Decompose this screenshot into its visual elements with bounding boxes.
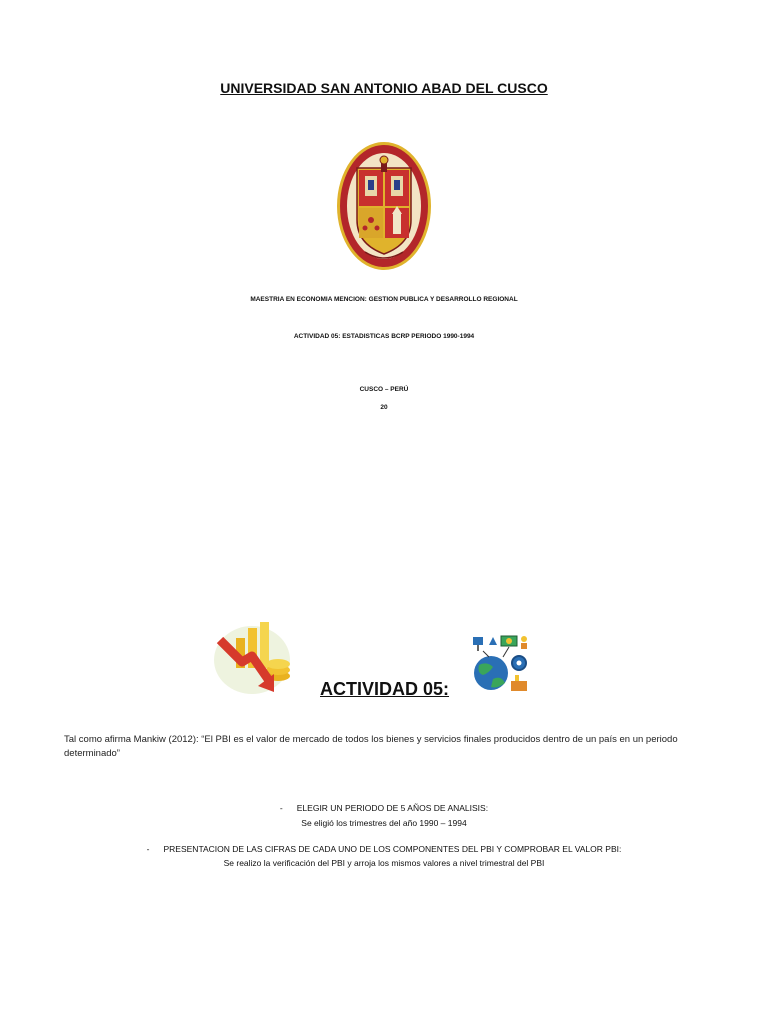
activity-heading: ACTIVIDAD 05: — [320, 679, 450, 699]
item-detail: Se eligió los trimestres del año 1990 – 1994 — [301, 818, 467, 828]
activity-subtitle: ACTIVIDAD 05: ESTADISTICAS BCRP PERIODO 1990-1994 — [293, 333, 475, 340]
declining-chart-coins-icon — [208, 618, 300, 696]
globe-economy-icon — [443, 633, 560, 696]
item-title: PRESENTACION DE LAS CIFRAS DE CADA UNO DE LOS COMPONENTES DEL PBI Y COMPROBAR EL VALOR PBI: — [163, 844, 622, 854]
mankiw-quote: Tal como afirma Mankiw (2012): “El PBI es el valor de mercado de todos los bienes y servicios finales producidos dentro de un país en un periodo determinado” — [64, 734, 678, 759]
bullet-dash: - — [146, 844, 150, 854]
list-item-period — [0, 803, 768, 813]
university-seal-icon — [335, 140, 433, 272]
program-name: MAESTRIA EN ECONOMIA MENCION: GESTION PUBLICA Y DESARROLLO REGIONAL — [250, 296, 518, 303]
bullet-dash: - — [279, 803, 283, 813]
city-country: CUSCO – PERÚ — [359, 386, 409, 393]
item-title: ELEGIR UN PERIODO DE 5 AÑOS DE ANALISIS: — [296, 803, 489, 813]
item-detail: Se realizo la verificación del PBI y arroja los mismos valores a nivel trimestral del PBI — [223, 858, 545, 868]
university-title: UNIVERSIDAD SAN ANTONIO ABAD DEL CUSCO — [220, 80, 548, 96]
year: 20 — [380, 404, 388, 411]
list-item-components — [0, 844, 768, 854]
